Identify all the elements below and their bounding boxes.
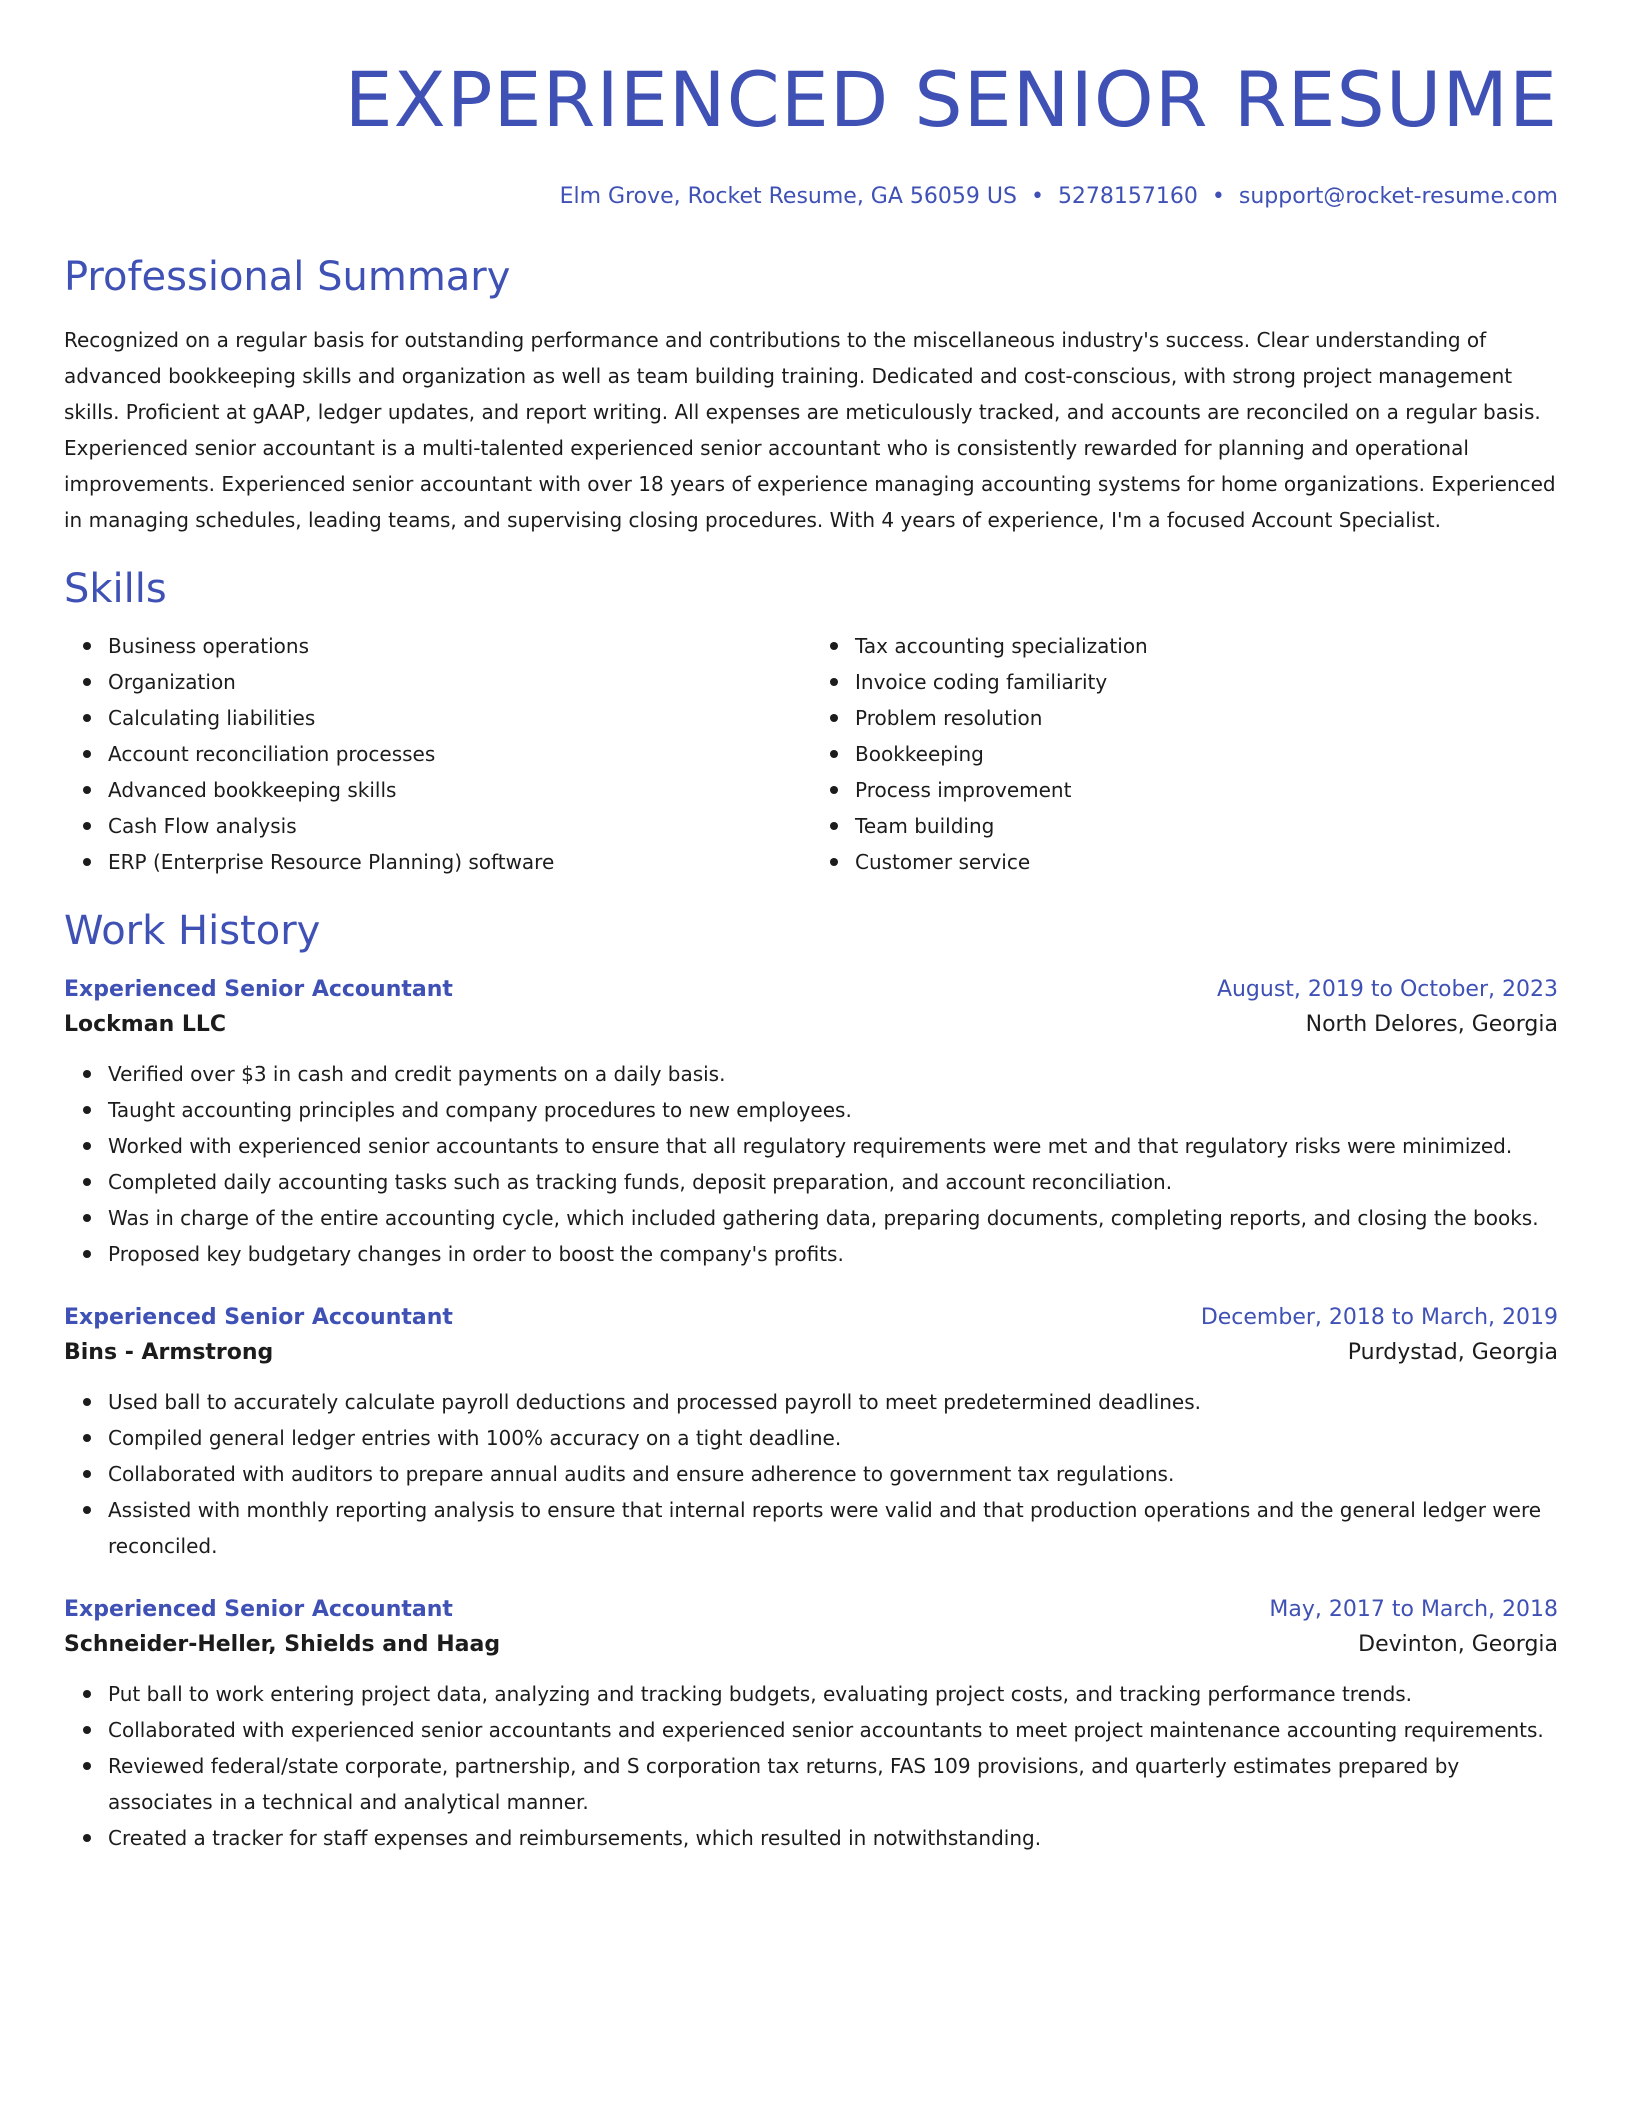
job-company-row: [64, 1334, 1558, 1372]
job-bullet: Put ball to work entering project data, analyzing and tracking budgets, evaluating project costs, and tracking performance trends.: [108, 1676, 1558, 1712]
skill-item: ERP (Enterprise Resource Planning) software: [108, 844, 811, 880]
skill-item: Team building: [855, 808, 1558, 844]
job-entry: [64, 1302, 1558, 1564]
job-bullet: Was in charge of the entire accounting cycle, which included gathering data, preparing documents, completing reports, and closing the books.: [108, 1200, 1558, 1236]
job-bullet: Proposed key budgetary changes in order to boost the company's profits.: [108, 1236, 1558, 1272]
job-title-row: [64, 1302, 1558, 1334]
contact-separator: •: [1030, 184, 1044, 209]
contact-email[interactable]: support@rocket-resume.com: [1238, 184, 1558, 209]
resume-page: [64, 0, 1558, 1856]
job-bullet: Verified over $3 in cash and credit payments on a daily basis.: [108, 1056, 1558, 1092]
skill-item: Calculating liabilities: [108, 700, 811, 736]
job-company: Lockman LLC: [64, 1012, 227, 1037]
summary-text: Recognized on a regular basis for outstanding performance and contributions to the miscellaneous industry's success. Clear understanding of advanced bookkeeping skills and organization as well as team building training. Dedicated and cost-conscious, with strong project management skills. Proficient at gAAP, ledger updates, and report writing. All expenses are meticulously tracked, and accounts are reconciled on a regular basis. Experienced senior accountant is a multi-talented experienced senior accountant who is consistently rewarded for planning and operational improvements. Experienced senior accountant with over 18 years of experience managing accounting systems for home organizations. Experienced in managing schedules, leading teams, and supervising closing procedures. With 4 years of experience, I'm a focused Account Specialist.: [64, 328, 1556, 532]
skill-item: Process improvement: [855, 772, 1558, 808]
skill-item: Account reconciliation processes: [108, 736, 811, 772]
job-company: Schneider-Heller, Shields and Haag: [64, 1632, 501, 1657]
job-bullets: [64, 1676, 1558, 1856]
skills-heading: Skills: [64, 566, 167, 612]
job-title: Experienced Senior Accountant: [64, 977, 453, 1002]
job-bullet: Assisted with monthly reporting analysis to ensure that internal reports were valid and that production operations and the general ledger were reconciled.: [108, 1492, 1558, 1564]
resume-header: [64, 0, 1558, 212]
job-location: Purdystad, Georgia: [1347, 1340, 1558, 1365]
skill-item: Tax accounting specialization: [855, 628, 1558, 664]
job-bullet: Taught accounting principles and company procedures to new employees.: [108, 1092, 1558, 1128]
job-entry: [64, 974, 1558, 1272]
job-entry: [64, 1594, 1558, 1856]
contact-address: Elm Grove, Rocket Resume, GA 56059 US: [559, 184, 1017, 209]
job-dates: May, 2017 to March, 2018: [1269, 1597, 1558, 1622]
job-dates: December, 2018 to March, 2019: [1200, 1305, 1558, 1330]
skill-item: Advanced bookkeeping skills: [108, 772, 811, 808]
skill-item: Business operations: [108, 628, 811, 664]
summary-heading: Professional Summary: [64, 254, 511, 300]
contact-line: [64, 182, 1558, 212]
skill-item: Customer service: [855, 844, 1558, 880]
job-title-row: [64, 1594, 1558, 1626]
skills-grid: [64, 628, 1558, 880]
job-title-row: [64, 974, 1558, 1006]
skill-item: Organization: [108, 664, 811, 700]
job-bullet: Compiled general ledger entries with 100% accuracy on a tight deadline.: [108, 1420, 1558, 1456]
job-bullets: [64, 1056, 1558, 1272]
skill-item: Problem resolution: [855, 700, 1558, 736]
job-dates: August, 2019 to October, 2023: [1216, 977, 1558, 1002]
job-bullet: Collaborated with experienced senior accountants and experienced senior accountants to meet project maintenance accounting requirements.: [108, 1712, 1558, 1748]
skill-item: Cash Flow analysis: [108, 808, 811, 844]
job-bullet: Reviewed federal/state corporate, partnership, and S corporation tax returns, FAS 109 provisions, and quarterly estimates prepared by associates in a technical and analytical manner.: [108, 1748, 1558, 1820]
job-bullets: [64, 1384, 1558, 1564]
job-bullet: Worked with experienced senior accountants to ensure that all regulatory requirements were met and that regulatory risks were minimized.: [108, 1128, 1558, 1164]
summary-section: [64, 252, 1558, 538]
skill-item: Invoice coding familiarity: [855, 664, 1558, 700]
job-bullet: Created a tracker for staff expenses and reimbursements, which resulted in notwithstanding.: [108, 1820, 1558, 1856]
work-history-section: [64, 906, 1558, 1856]
contact-phone: 5278157160: [1057, 184, 1198, 209]
job-company-row: [64, 1626, 1558, 1664]
work-history-heading: Work History: [64, 908, 321, 954]
resume-name: EXPERIENCED SENIOR RESUME: [344, 55, 1558, 144]
job-bullet: Collaborated with auditors to prepare annual audits and ensure adherence to government tax regulations.: [108, 1456, 1558, 1492]
skills-section: [64, 564, 1558, 880]
skills-column-right: [811, 628, 1558, 880]
job-title: Experienced Senior Accountant: [64, 1597, 453, 1622]
job-company-row: [64, 1006, 1558, 1044]
job-title: Experienced Senior Accountant: [64, 1305, 453, 1330]
job-location: North Delores, Georgia: [1305, 1012, 1558, 1037]
skill-item: Bookkeeping: [855, 736, 1558, 772]
skills-column-left: [64, 628, 811, 880]
job-location: Devinton, Georgia: [1358, 1632, 1558, 1657]
job-bullet: Completed daily accounting tasks such as tracking funds, deposit preparation, and account reconciliation.: [108, 1164, 1558, 1200]
job-company: Bins - Armstrong: [64, 1340, 274, 1365]
contact-separator: •: [1211, 184, 1225, 209]
job-bullet: Used ball to accurately calculate payroll deductions and processed payroll to meet predetermined deadlines.: [108, 1384, 1558, 1420]
